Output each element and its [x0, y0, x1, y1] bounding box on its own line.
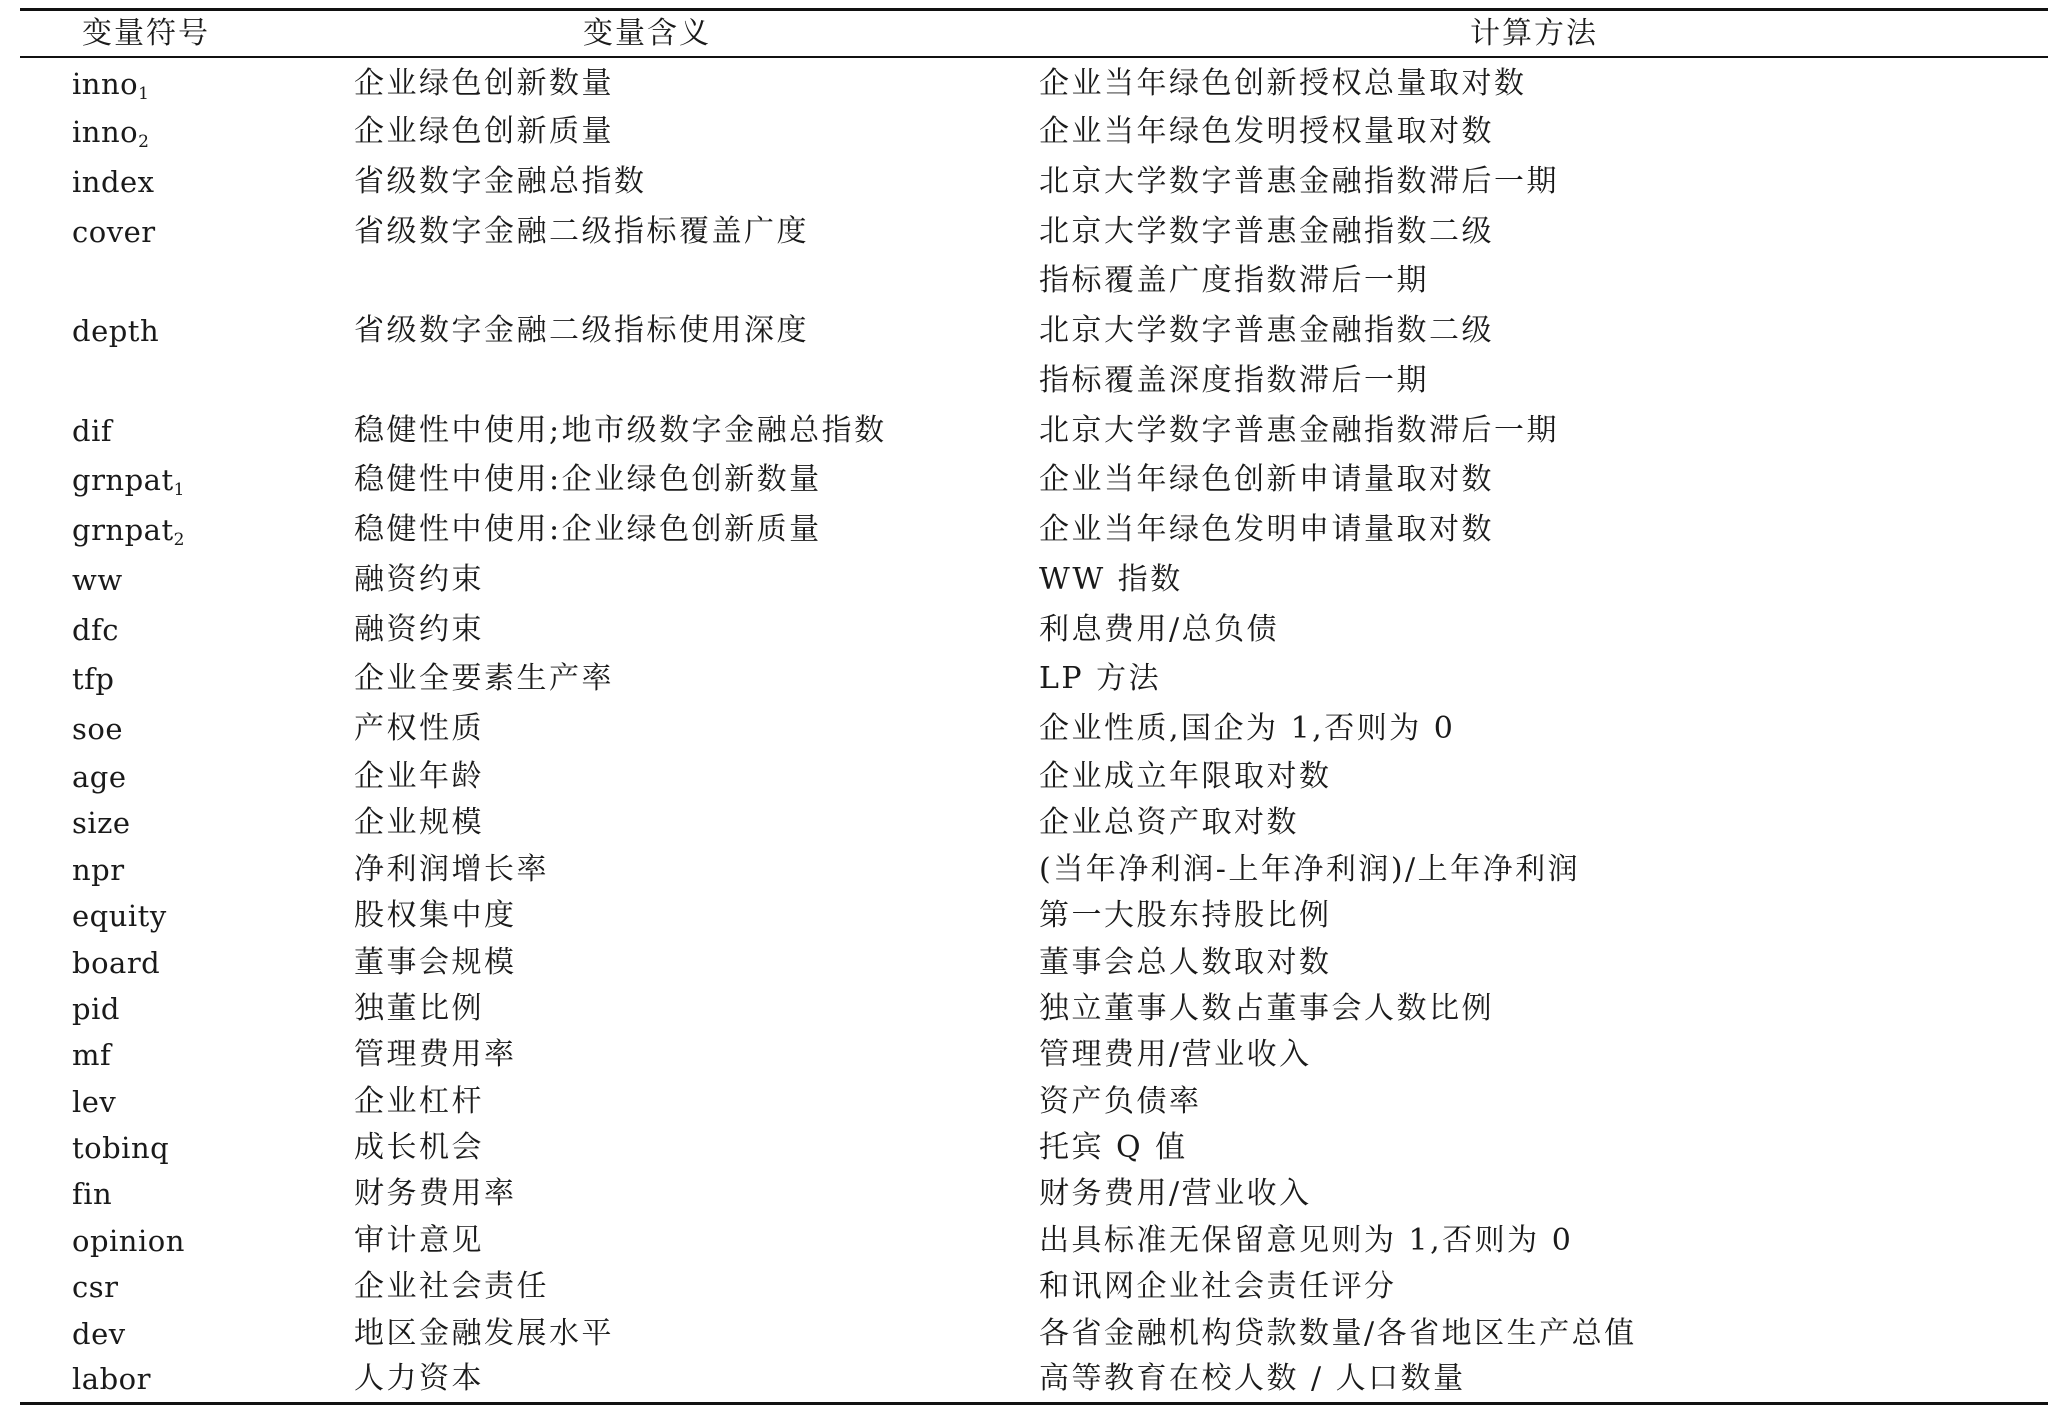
cell-method: 董事会总人数取对数 — [1039, 945, 1332, 980]
symbol-subscript: 1 — [138, 84, 150, 104]
cell-meaning: 人力资本 — [354, 1361, 484, 1396]
symbol-text: fin — [72, 1177, 113, 1211]
table-row — [0, 1356, 2048, 1402]
table-top-rule — [20, 8, 2048, 11]
cell-method: 企业当年绿色发明授权量取对数 — [1039, 114, 1494, 149]
symbol-text: age — [72, 760, 127, 794]
cell-method: 利息费用/总负债 — [1039, 612, 1280, 647]
cell-method: 财务费用/营业收入 — [1039, 1176, 1312, 1211]
cell-symbol — [72, 847, 125, 893]
table-row — [0, 800, 2048, 846]
table-row — [0, 893, 2048, 939]
cell-symbol — [72, 209, 156, 255]
table-row — [0, 940, 2048, 986]
table-row — [0, 656, 2048, 702]
cell-method: 企业总资产取对数 — [1039, 805, 1299, 840]
cell-meaning: 财务费用率 — [354, 1176, 517, 1211]
cell-symbol — [72, 800, 131, 846]
cell-meaning: 省级数字金融二级指标覆盖广度 — [354, 214, 809, 249]
cell-symbol — [72, 1079, 116, 1125]
cell-symbol — [72, 457, 185, 503]
cell-symbol — [72, 1125, 169, 1171]
cell-symbol — [72, 656, 114, 702]
cell-meaning: 稳健性中使用:企业绿色创新数量 — [354, 462, 822, 497]
cell-method: 资产负债率 — [1039, 1084, 1202, 1119]
symbol-text: size — [72, 806, 131, 840]
symbol-text: board — [72, 946, 161, 980]
table-row — [0, 754, 2048, 800]
symbol-text: depth — [72, 314, 160, 348]
table-row — [0, 308, 2048, 354]
cell-meaning: 企业年龄 — [354, 759, 484, 794]
header-meaning: 变量含义 — [583, 16, 711, 51]
table-row — [0, 1125, 2048, 1171]
cell-method: 北京大学数字普惠金融指数滞后一期 — [1039, 164, 1559, 199]
symbol-text: index — [72, 165, 155, 199]
cell-meaning: 稳健性中使用:企业绿色创新质量 — [354, 512, 822, 547]
table-row — [0, 109, 2048, 155]
cell-symbol — [72, 893, 167, 939]
cell-method: 各省金融机构贷款数量/各省地区生产总值 — [1039, 1316, 1637, 1351]
table-row — [0, 1311, 2048, 1357]
symbol-text: labor — [72, 1362, 151, 1396]
cell-symbol — [72, 1032, 111, 1078]
symbol-text: soe — [72, 712, 124, 746]
cell-meaning: 融资约束 — [354, 612, 484, 647]
symbol-text: tfp — [72, 662, 115, 696]
cell-method: 北京大学数字普惠金融指数二级 — [1039, 214, 1494, 249]
symbol-text: inno — [72, 67, 139, 101]
cell-symbol — [72, 408, 112, 454]
cell-symbol — [72, 308, 159, 354]
table-row — [0, 457, 2048, 503]
table-row — [0, 159, 2048, 205]
cell-method: 第一大股东持股比例 — [1039, 898, 1332, 933]
cell-method: 和讯网企业社会责任评分 — [1039, 1269, 1397, 1304]
symbol-text: cover — [72, 215, 156, 249]
table-row — [0, 1032, 2048, 1078]
cell-method: 指标覆盖深度指数滞后一期 — [1039, 363, 1429, 398]
symbol-subscript: 2 — [138, 132, 150, 152]
cell-symbol — [72, 940, 160, 986]
symbol-text: dif — [72, 414, 113, 448]
table-row — [0, 408, 2048, 454]
table-row — [0, 507, 2048, 553]
symbol-subscript: 1 — [173, 480, 185, 500]
symbol-text: dev — [72, 1317, 126, 1351]
cell-meaning: 产权性质 — [354, 711, 484, 746]
cell-meaning: 地区金融发展水平 — [354, 1316, 614, 1351]
cell-symbol — [72, 507, 185, 553]
table-row — [0, 61, 2048, 107]
symbol-text: tobinq — [72, 1131, 170, 1165]
cell-symbol — [72, 557, 123, 603]
cell-method: 指标覆盖广度指数滞后一期 — [1039, 263, 1429, 298]
symbol-text: lev — [72, 1085, 117, 1119]
cell-meaning: 企业规模 — [354, 805, 484, 840]
cell-method: 企业当年绿色创新申请量取对数 — [1039, 462, 1494, 497]
cell-meaning: 省级数字金融二级指标使用深度 — [354, 313, 809, 348]
cell-method: 北京大学数字普惠金融指数滞后一期 — [1039, 413, 1559, 448]
cell-method: 高等教育在校人数 / 人口数量 — [1039, 1361, 1466, 1396]
cell-meaning: 省级数字金融总指数 — [354, 164, 647, 199]
cell-meaning: 管理费用率 — [354, 1037, 517, 1072]
symbol-text: dfc — [72, 613, 120, 647]
cell-symbol — [72, 1356, 151, 1402]
cell-symbol — [72, 706, 123, 752]
symbol-text: grnpat — [72, 513, 174, 547]
cell-method: 企业性质,国企为 1,否则为 0 — [1039, 711, 1456, 746]
cell-symbol — [72, 1171, 112, 1217]
cell-method: 独立董事人数占董事会人数比例 — [1039, 991, 1494, 1026]
cell-meaning: 股权集中度 — [354, 898, 517, 933]
cell-method: LP 方法 — [1039, 661, 1162, 696]
symbol-text: csr — [72, 1270, 119, 1304]
cell-method: (当年净利润-上年净利润)/上年净利润 — [1039, 852, 1581, 887]
symbol-text: grnpat — [72, 463, 174, 497]
table-row — [0, 607, 2048, 653]
cell-symbol — [72, 109, 149, 155]
cell-method: 企业当年绿色创新授权总量取对数 — [1039, 66, 1527, 101]
header-method: 计算方法 — [1470, 16, 1598, 51]
cell-method: 北京大学数字普惠金融指数二级 — [1039, 313, 1494, 348]
symbol-text: npr — [72, 853, 125, 887]
symbol-text: mf — [72, 1038, 112, 1072]
symbol-text: inno — [72, 115, 139, 149]
header-symbol: 变量符号 — [82, 16, 210, 51]
cell-symbol — [72, 1264, 119, 1310]
cell-meaning: 企业绿色创新数量 — [354, 66, 614, 101]
symbol-subscript: 2 — [173, 530, 185, 550]
cell-meaning: 融资约束 — [354, 562, 484, 597]
cell-method: 企业成立年限取对数 — [1039, 759, 1332, 794]
cell-symbol — [72, 1311, 126, 1357]
cell-meaning: 企业全要素生产率 — [354, 661, 614, 696]
cell-meaning: 净利润增长率 — [354, 852, 549, 887]
table-row — [0, 986, 2048, 1032]
table-row — [0, 1171, 2048, 1217]
cell-meaning: 董事会规模 — [354, 945, 517, 980]
cell-meaning: 稳健性中使用;地市级数字金融总指数 — [354, 413, 887, 448]
table-row — [0, 1079, 2048, 1125]
cell-symbol — [72, 1218, 185, 1264]
symbol-text: ww — [72, 563, 123, 597]
cell-method: WW 指数 — [1039, 562, 1183, 597]
table-row — [0, 706, 2048, 752]
table-row — [0, 358, 2048, 404]
cell-symbol — [72, 61, 149, 107]
table-row — [0, 258, 2048, 304]
symbol-text: equity — [72, 899, 167, 933]
cell-symbol — [72, 159, 155, 205]
cell-symbol — [72, 986, 120, 1032]
cell-method: 托宾 Q 值 — [1039, 1130, 1188, 1165]
cell-method: 管理费用/营业收入 — [1039, 1037, 1312, 1072]
cell-meaning: 企业社会责任 — [354, 1269, 549, 1304]
cell-meaning: 企业杠杆 — [354, 1084, 484, 1119]
symbol-text: opinion — [72, 1224, 185, 1258]
table-header-rule — [20, 56, 2048, 58]
cell-method: 出具标准无保留意见则为 1,否则为 0 — [1039, 1223, 1574, 1258]
table-bottom-rule — [20, 1402, 2048, 1405]
cell-method: 企业当年绿色发明申请量取对数 — [1039, 512, 1494, 547]
table-row — [0, 847, 2048, 893]
table-row — [0, 1218, 2048, 1264]
cell-meaning: 审计意见 — [354, 1223, 484, 1258]
table-row — [0, 557, 2048, 603]
cell-meaning: 独董比例 — [354, 991, 484, 1026]
table-row — [0, 209, 2048, 255]
cell-meaning: 成长机会 — [354, 1130, 484, 1165]
cell-symbol — [72, 754, 127, 800]
table-row — [0, 1264, 2048, 1310]
cell-meaning: 企业绿色创新质量 — [354, 114, 614, 149]
symbol-text: pid — [72, 992, 120, 1026]
cell-symbol — [72, 607, 119, 653]
